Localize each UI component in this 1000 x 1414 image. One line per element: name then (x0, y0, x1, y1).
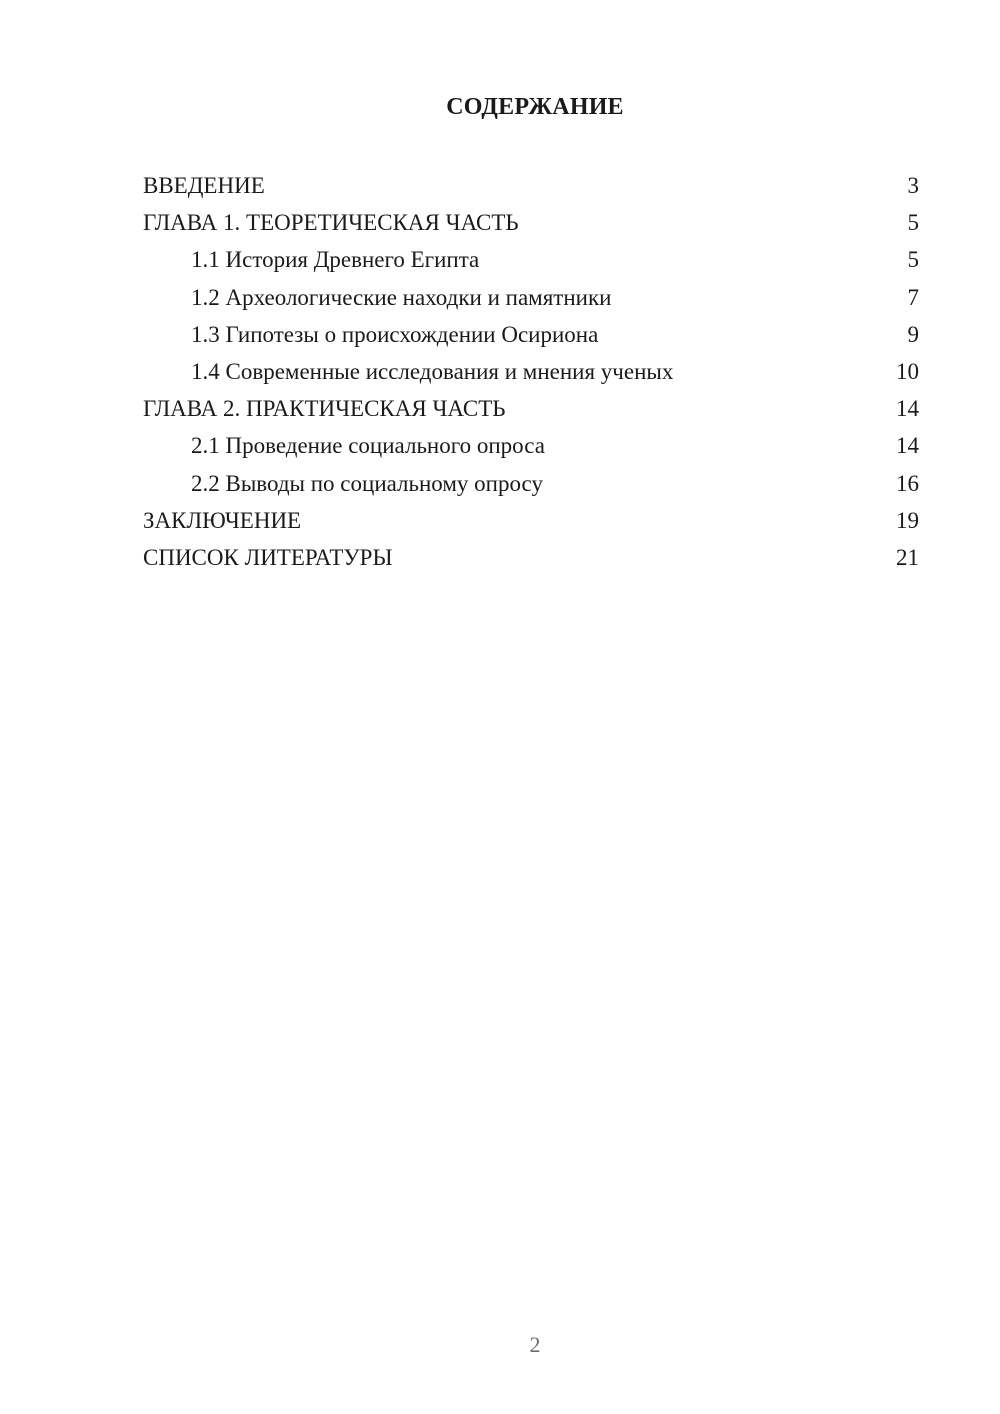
toc-entry-page: 16 (896, 470, 919, 496)
toc-entry-label: ГЛАВА 2. ПРАКТИЧЕСКАЯ ЧАСТЬ (143, 396, 506, 422)
toc-entry-page: 7 (907, 284, 919, 310)
toc-entry-references[interactable] (143, 539, 919, 576)
toc-entry-label: 2.2 Выводы по социальному опросу (191, 470, 543, 496)
toc-entry-introduction[interactable] (143, 167, 919, 204)
toc-entry-label: 1.1 История Древнего Египта (191, 247, 480, 273)
toc-entry-page: 3 (907, 173, 919, 198)
toc-entry-section-2-1[interactable] (143, 427, 919, 464)
toc-entry-label: 2.1 Проведение социального опроса (191, 433, 545, 459)
toc-entry-page: 5 (907, 210, 919, 236)
toc-entry-label: ЗАКЛЮЧЕНИЕ (143, 507, 302, 533)
toc-entry-conclusion[interactable] (143, 502, 919, 539)
toc-entry-page: 10 (896, 358, 919, 384)
toc-entry-label: 1.4 Современные исследования и мнения ученых (191, 358, 674, 384)
toc-entry-label: ВВЕДЕНИЕ (143, 173, 265, 198)
toc-entry-page: 9 (907, 321, 919, 347)
toc-entry-page: 5 (907, 247, 919, 273)
toc-entry-page: 19 (896, 507, 919, 533)
toc-entry-section-1-1[interactable] (143, 241, 919, 278)
page-number: 2 (529, 1332, 541, 1357)
toc-entry-section-1-4[interactable] (143, 353, 919, 390)
toc-entry-section-1-3[interactable] (143, 316, 919, 353)
page-title: СОДЕРЖАНИЕ (446, 94, 624, 120)
table-of-contents (143, 167, 919, 576)
toc-entry-label: ГЛАВА 1. ТЕОРЕТИЧЕСКАЯ ЧАСТЬ (143, 210, 519, 236)
toc-entry-chapter-2[interactable] (143, 390, 919, 427)
toc-entry-page: 21 (896, 544, 919, 570)
toc-entry-page: 14 (896, 433, 919, 459)
toc-entry-section-2-2[interactable] (143, 465, 919, 502)
toc-entry-section-1-2[interactable] (143, 279, 919, 316)
toc-entry-label: 1.2 Археологические находки и памятники (191, 284, 612, 310)
toc-entry-chapter-1[interactable] (143, 204, 919, 241)
toc-entry-label: СПИСОК ЛИТЕРАТУРЫ (143, 544, 393, 570)
toc-entry-page: 14 (896, 396, 919, 422)
toc-entry-label: 1.3 Гипотезы о происхождении Осириона (191, 321, 599, 347)
